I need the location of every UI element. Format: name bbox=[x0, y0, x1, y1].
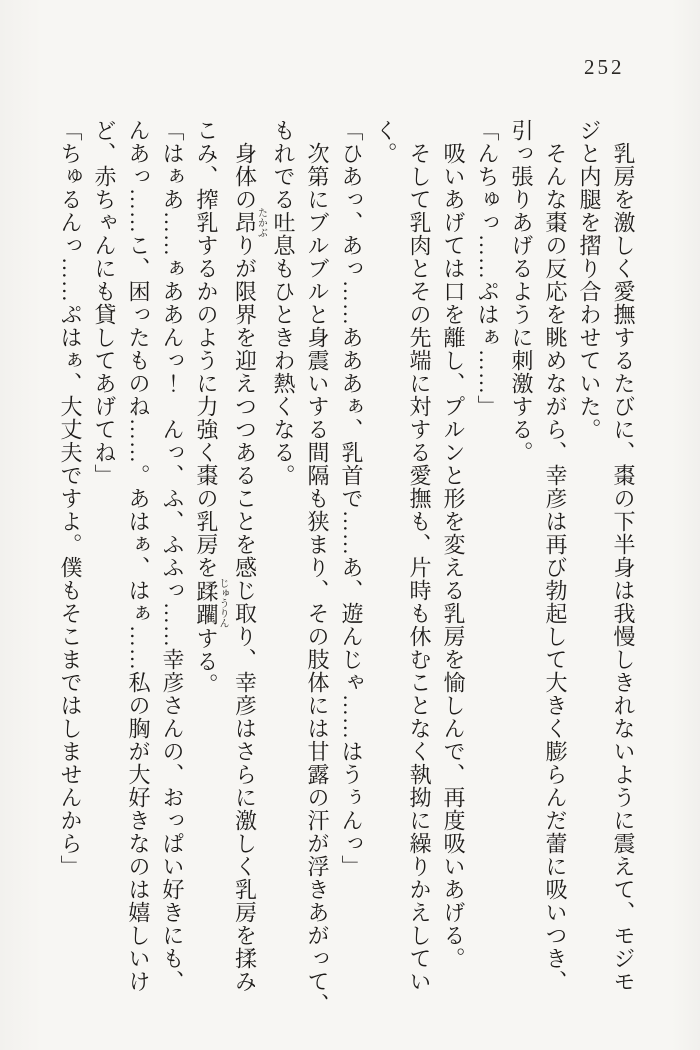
page-number: 252 bbox=[584, 55, 625, 79]
text-line: 吸いあげては口を離し、プルンと形を変える乳房を愉しんで、再度吸いあげる。 bbox=[441, 142, 466, 970]
text-line: 次第にブルブルと身震いする間隔も狭まり、その肢体には甘露の汗が浮きあがって、 bbox=[305, 142, 330, 1016]
text-line: 身体の昂たかぶりが限界を迎えつつあることを感じ取り、幸彦はさらに激しく乳房を揉み bbox=[232, 142, 267, 993]
text-line: 「ひあっ、あっ……あああぁ、乳首で……あ、遊んじゃ……はうぅんっ」 bbox=[339, 119, 364, 878]
text-line: 「ちゅるんっ……ぷはぁ、大丈夫ですよ。僕もそこまではしませんから」 bbox=[58, 119, 83, 878]
text-line: 「はぁあ……ぁああんっ！ んっ、ふ、ふふっ……幸彦さんの、おっぱい好きにも、 bbox=[160, 119, 185, 993]
text-line: そして乳肉とその先端に対する愛撫も、片時も休むことなく執拗に繰りかえしてい bbox=[407, 142, 432, 993]
text-line: 引っ張りあげるように刺激する。 bbox=[509, 119, 534, 464]
text-line: こみ、搾乳するかのように力強く棗の乳房を蹂躙じゅうりんする。 bbox=[194, 119, 228, 696]
text-line: もれでる吐息もひときわ熱くなる。 bbox=[271, 119, 296, 487]
ruby-annotated-word: 蹂躙じゅうりん bbox=[194, 578, 228, 628]
text-line: く。 bbox=[373, 119, 398, 165]
text-line: ジと内腿を摺り合わせていた。 bbox=[577, 119, 602, 441]
text-line: ど、赤ちゃんにも貸してあげてね」 bbox=[92, 119, 117, 487]
ruby-annotated-word: 昂たかぶ bbox=[232, 207, 267, 238]
text-block bbox=[53, 119, 640, 1044]
text-line: そんな棗の反応を眺めながら、幸彦は再び勃起して大きく膨らんだ蕾に吸いつき、 bbox=[543, 142, 568, 993]
text-line: んあっ……こ、困ったものね……。あはぁ、はぁ……私の胸が大好きなのは嬉しいけ bbox=[126, 119, 151, 993]
text-line: 「んちゅっ……ぷはぁ……」 bbox=[475, 119, 500, 418]
text-line: 乳房を激しく愛撫するたびに、棗の下半身は我慢しきれないように震えて、モジモ bbox=[611, 142, 636, 993]
